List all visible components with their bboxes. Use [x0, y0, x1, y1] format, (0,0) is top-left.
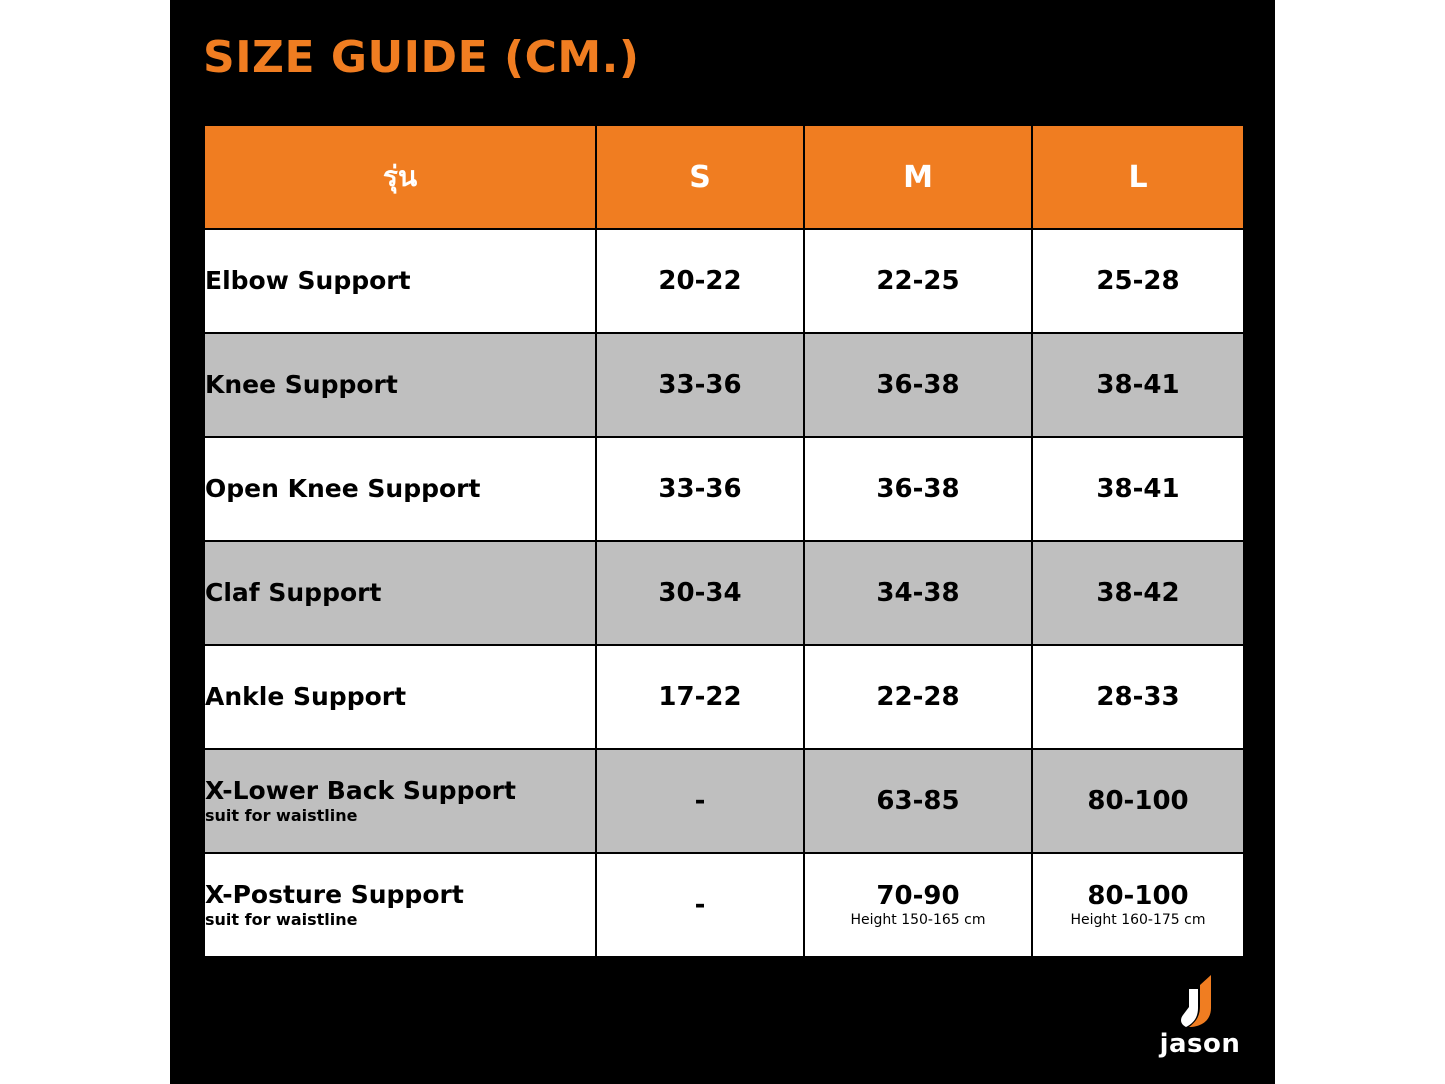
- row-label-ankle-support: [204, 645, 596, 749]
- row-sublabel-text: suit for waistline: [205, 910, 358, 930]
- table-row: [204, 229, 1244, 333]
- jason-logo-icon: [1180, 975, 1220, 1027]
- table-row: [204, 437, 1244, 541]
- row-label-text: X-Posture Support: [205, 879, 464, 909]
- cell-x-lower-back-support-s: -: [596, 749, 804, 853]
- header-size-l: L: [1032, 125, 1244, 229]
- size-table-body: [204, 229, 1244, 957]
- cell-open-knee-support-l: 38-41: [1032, 437, 1244, 541]
- header-size-s: S: [596, 125, 804, 229]
- row-label-elbow-support: [204, 229, 596, 333]
- cell-claf-support-l: 38-42: [1032, 541, 1244, 645]
- table-header-row: [204, 125, 1244, 229]
- row-label-text: Claf Support: [205, 578, 382, 608]
- cell-x-lower-back-support-l: 80-100: [1032, 749, 1244, 853]
- page-title: SIZE GUIDE (CM.): [203, 32, 640, 83]
- brand-logo: [1135, 975, 1265, 1065]
- table-row: [204, 541, 1244, 645]
- row-label-text: X-Lower Back Support: [205, 775, 516, 805]
- cell-value-text: 70-90: [876, 880, 960, 911]
- table-row: [204, 333, 1244, 437]
- row-label-knee-support: [204, 333, 596, 437]
- cell-x-posture-support-m: [804, 853, 1032, 957]
- size-table-container: [203, 124, 1243, 958]
- table-row: [204, 645, 1244, 749]
- cell-note-text: Height 150-165 cm: [850, 912, 986, 929]
- row-sublabel-text: suit for waistline: [205, 806, 358, 826]
- row-label-x-lower-back-support: [204, 749, 596, 853]
- cell-claf-support-s: 30-34: [596, 541, 804, 645]
- table-row: [204, 853, 1244, 957]
- cell-x-posture-support-s: -: [596, 853, 804, 957]
- cell-value-text: 80-100: [1087, 880, 1189, 911]
- cell-x-lower-back-support-m: 63-85: [804, 749, 1032, 853]
- size-table-header: [204, 125, 1244, 229]
- header-model: รุ่น: [204, 125, 596, 229]
- cell-note-text: Height 160-175 cm: [1070, 912, 1206, 929]
- cell-ankle-support-s: 17-22: [596, 645, 804, 749]
- cell-elbow-support-s: 20-22: [596, 229, 804, 333]
- row-label-text: Elbow Support: [205, 266, 411, 296]
- brand-name: jason: [1159, 1029, 1241, 1059]
- cell-knee-support-m: 36-38: [804, 333, 1032, 437]
- cell-ankle-support-m: 22-28: [804, 645, 1032, 749]
- cell-x-posture-support-l: [1032, 853, 1244, 957]
- cell-knee-support-l: 38-41: [1032, 333, 1244, 437]
- cell-claf-support-m: 34-38: [804, 541, 1032, 645]
- row-label-text: Ankle Support: [205, 682, 407, 712]
- size-table: [203, 124, 1245, 958]
- header-size-m: M: [804, 125, 1032, 229]
- cell-open-knee-support-s: 33-36: [596, 437, 804, 541]
- cell-ankle-support-l: 28-33: [1032, 645, 1244, 749]
- cell-elbow-support-l: 25-28: [1032, 229, 1244, 333]
- row-label-claf-support: [204, 541, 596, 645]
- row-label-text: Knee Support: [205, 370, 398, 400]
- cell-open-knee-support-m: 36-38: [804, 437, 1032, 541]
- row-label-open-knee-support: [204, 437, 596, 541]
- row-label-x-posture-support: [204, 853, 596, 957]
- cell-elbow-support-m: 22-25: [804, 229, 1032, 333]
- cell-knee-support-s: 33-36: [596, 333, 804, 437]
- row-label-text: Open Knee Support: [205, 474, 481, 504]
- table-row: [204, 749, 1244, 853]
